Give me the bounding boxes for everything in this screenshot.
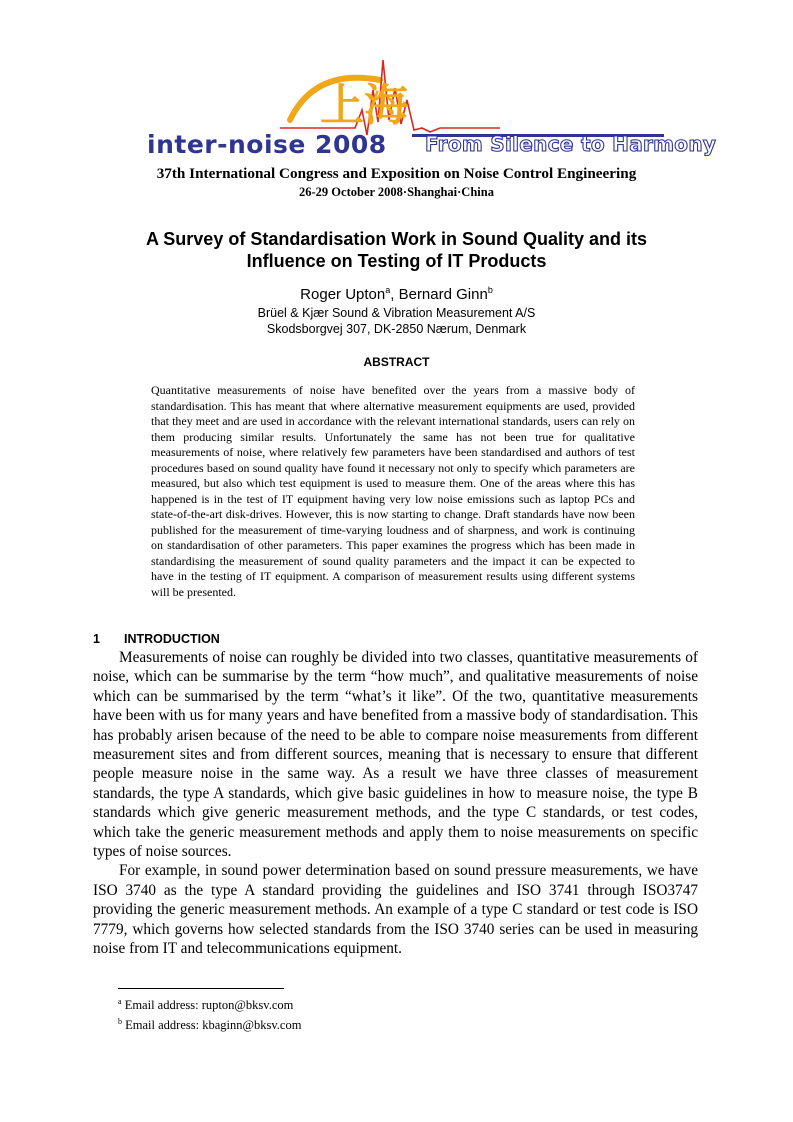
affiliation-line1: Brüel & Kjær Sound & Vibration Measurement A/S xyxy=(257,306,536,320)
section-heading xyxy=(93,632,220,646)
author-separator: , xyxy=(390,286,399,303)
conference-logo xyxy=(140,60,717,172)
footnotes xyxy=(118,994,301,1033)
body-paragraph-1: Measurements of noise can roughly be divided into two classes, quantitative measurements of noise, which can be summarise by the term “how much”, and qualitative measurements of noise which can be summarised by the term “what’s it like”. Of the two, quantitative measurements have been with us for many years and have benefited from a massive body of standardisation. This has probably arisen because of the need to be able to compare noise measurements from different measurement sites and from different sources, meaning that is necessary to ensure that different people measure noise in the same way. As a result we have three classes of measurement standards, the type A standards, which give basic guidelines in how to measure noise, the type B standards which give generic measurement methods, and the type C standards, or test codes, which take the generic measurement methods and apply them to noise measurements on specific types of noise sources. xyxy=(93,649,698,861)
abstract-text: Quantitative measurements of noise have benefited over the years from a massive body of standardisation. This has meant that where alternative measurement equipments are used, provided that they meet and are used in accordance with the relevant international standards, users can rely on them producing similar results. Unfortunately the same has not been true for qualitative measurements of noise, where relatively few parameters have been standardised and authors of test procedures based on sound quality have found it necessary not only to specify which parameters are measured, but also which test equipment is used to measure them. One of the areas where this has happened is in the test of IT equipment having very low noise emissions such as laptop PCs and state-of-the-art disk-drives. However, this is now starting to change. Draft standards have now been published for the measurement of time-varying loudness and of sharpness, and work is continuing on standardisation of other parameters. This paper examines the progress which has been made in standardising the measurement of sound quality parameters and the impact it can be expected to have in the testing of IT equipment. A comparison of measurement results using different systems will be presented. xyxy=(151,383,635,599)
section-number: 1 xyxy=(93,632,100,646)
logo-name: inter-noise 2008 xyxy=(147,130,387,159)
body-paragraph-2: For example, in sound power determination based on sound pressure measurements, we have ISO 3740 as the type A standard providing the guidelines and ISO 3741 through ISO3747 providing the generic measurement methods. An example of a type C standard or test code is ISO 7779, which governs how selected standards from the ISO 3740 series can be used in measuring noise from IT and telecommunications equipment. xyxy=(93,862,698,958)
conference-title: 37th International Congress and Exposition on Noise Control Engineering xyxy=(156,165,637,182)
section-body xyxy=(93,648,698,959)
footnote-b xyxy=(118,1014,301,1034)
footnote-a-text: Email address: rupton@bksv.com xyxy=(124,998,294,1013)
author2-sup: b xyxy=(487,285,493,295)
author2-name: Bernard Ginn xyxy=(398,286,488,303)
author1-name: Roger Upton xyxy=(300,286,386,303)
logo-slogan: From Silence to Harmony xyxy=(425,132,717,156)
paper-title-line1: A Survey of Standardisation Work in Sound Quality and its xyxy=(145,229,648,249)
conference-dates: 26-29 October 2008·Shanghai·China xyxy=(299,185,494,199)
authors xyxy=(0,285,793,303)
abstract-heading: ABSTRACT xyxy=(363,355,430,369)
footnote-b-mark: b xyxy=(118,1016,122,1026)
logo-glyphs: 上海 xyxy=(320,80,408,131)
section-title: INTRODUCTION xyxy=(124,632,220,646)
author1-sup: a xyxy=(385,285,391,295)
footnote-b-text: Email address: kbaginn@bksv.com xyxy=(125,1017,302,1032)
footnote-rule xyxy=(118,988,284,989)
footnote-a xyxy=(118,994,301,1014)
footnote-a-mark: a xyxy=(118,997,122,1006)
paper-title xyxy=(120,228,673,272)
paper-title-line2: Influence on Testing of IT Products xyxy=(246,251,547,271)
affiliation-line2: Skodsborgvej 307, DK-2850 Nærum, Denmark xyxy=(266,322,527,336)
